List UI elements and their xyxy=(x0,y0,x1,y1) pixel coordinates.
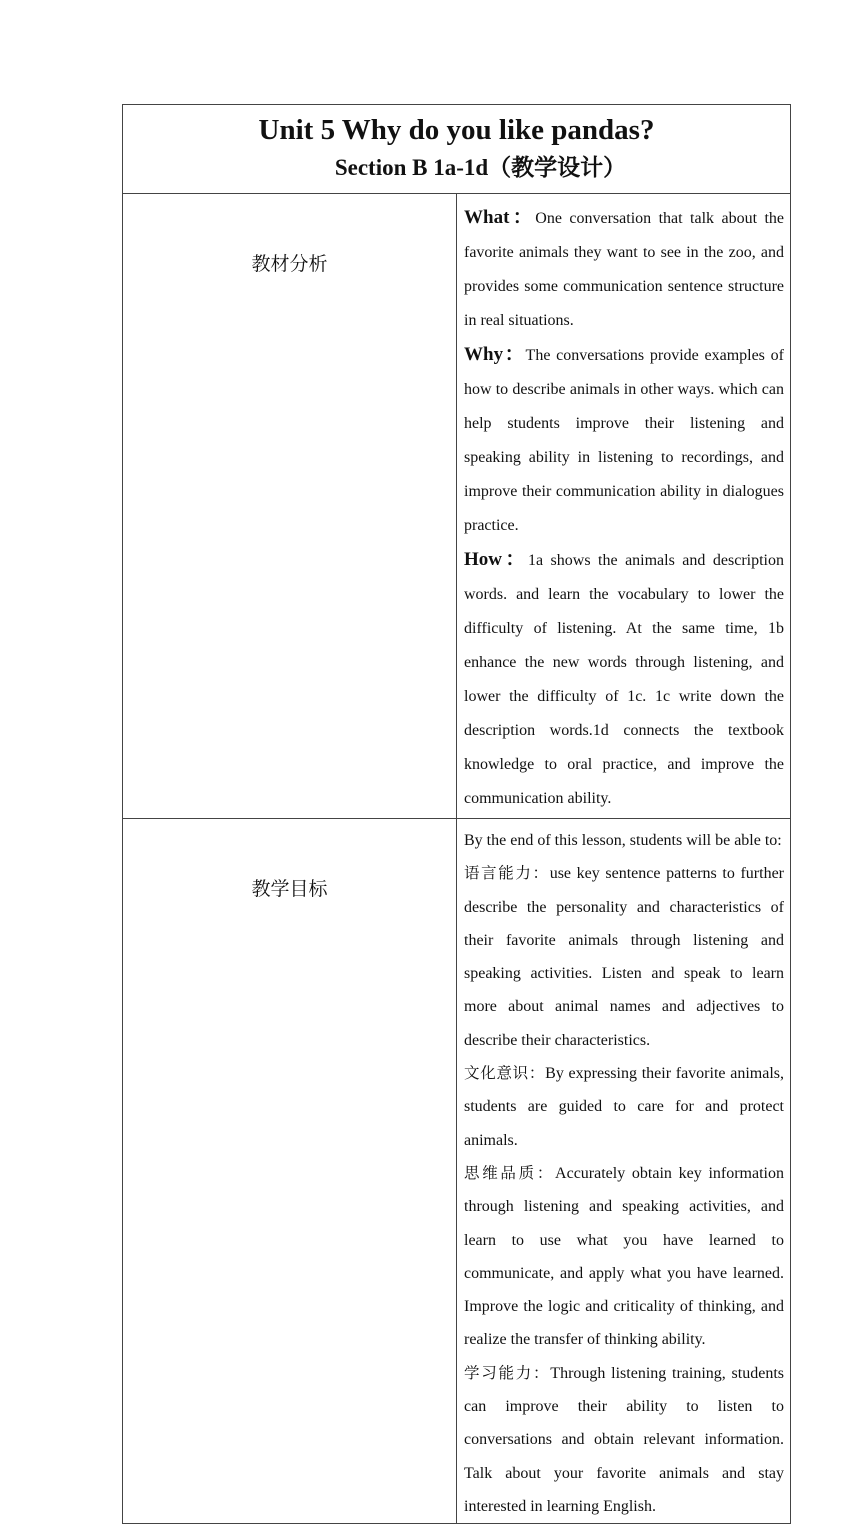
how-text: 1a shows the animals and description words. and learn the vocabulary to lower the difficulty of listening. At the same time, 1b enhance the new words through listening, and lower the difficulty of 1c. 1c write down the description words.1d connects the textbook knowledge to oral practice, and improve the communication ability. xyxy=(464,552,784,807)
language-text: use key sentence patterns to further describe the personality and characteristics of their favorite animals through listening and speaking activities. Listen and speak to learn more about animal names and adjectives to describe their characteristics. xyxy=(464,865,784,1049)
learning-text: Through listening training, students can improve their ability to listen to conversations and obtain relevant information. Talk about your favorite animals and stay interested in learning English. xyxy=(464,1364,784,1515)
analysis-content-cell xyxy=(457,194,791,819)
analysis-label: 教材分析 xyxy=(251,253,328,275)
goals-label-cell xyxy=(123,819,457,1524)
learning-paragraph xyxy=(464,1357,784,1523)
what-lead: What： xyxy=(464,207,536,228)
thinking-paragraph xyxy=(464,1157,784,1357)
what-text: One conversation that talk about the favorite animals they want to see in the zoo, and provides some communication sentence structure in real situations. xyxy=(464,210,785,329)
lesson-plan-table xyxy=(122,104,791,1524)
how-paragraph xyxy=(464,543,784,816)
goals-content-cell xyxy=(457,819,791,1524)
culture-paragraph xyxy=(464,1057,784,1157)
goals-label: 教学目标 xyxy=(251,878,328,900)
goals-row xyxy=(123,819,791,1524)
how-lead: How： xyxy=(464,549,528,570)
title-cell xyxy=(123,105,791,194)
thinking-text: Accurately obtain key information through listening and speaking activities, and learn to use what you have learned to communicate, and apply what you have learned. Improve the logic and criticality of thinking, and realize the transfer of thinking ability. xyxy=(464,1164,784,1349)
why-lead: Why： xyxy=(464,344,526,365)
thinking-lead: 思维品质： xyxy=(464,1163,556,1182)
document-subtitle: Section B 1a-1d（教学设计） xyxy=(334,155,627,180)
learning-lead: 学习能力： xyxy=(464,1363,551,1382)
what-paragraph xyxy=(464,201,784,338)
culture-lead: 文化意识： xyxy=(464,1064,546,1083)
goals-intro: By the end of this lesson, students will be able to: xyxy=(464,832,782,849)
language-lead: 语言能力： xyxy=(464,864,550,883)
why-text: The conversations provide examples of how to describe animals in other ways. which can help students improve their listening and speaking ability in listening to recordings, and improve their communication ability in dialogues practice. xyxy=(464,347,784,534)
culture-text: By expressing their favorite animals, students are guided to care for and protect animals. xyxy=(464,1065,784,1149)
title-row xyxy=(123,105,791,194)
why-paragraph xyxy=(464,338,784,543)
document-title: Unit 5 Why do you like pandas? xyxy=(258,114,655,146)
analysis-row xyxy=(123,194,791,819)
analysis-label-cell xyxy=(123,194,457,819)
language-paragraph xyxy=(464,857,784,1057)
